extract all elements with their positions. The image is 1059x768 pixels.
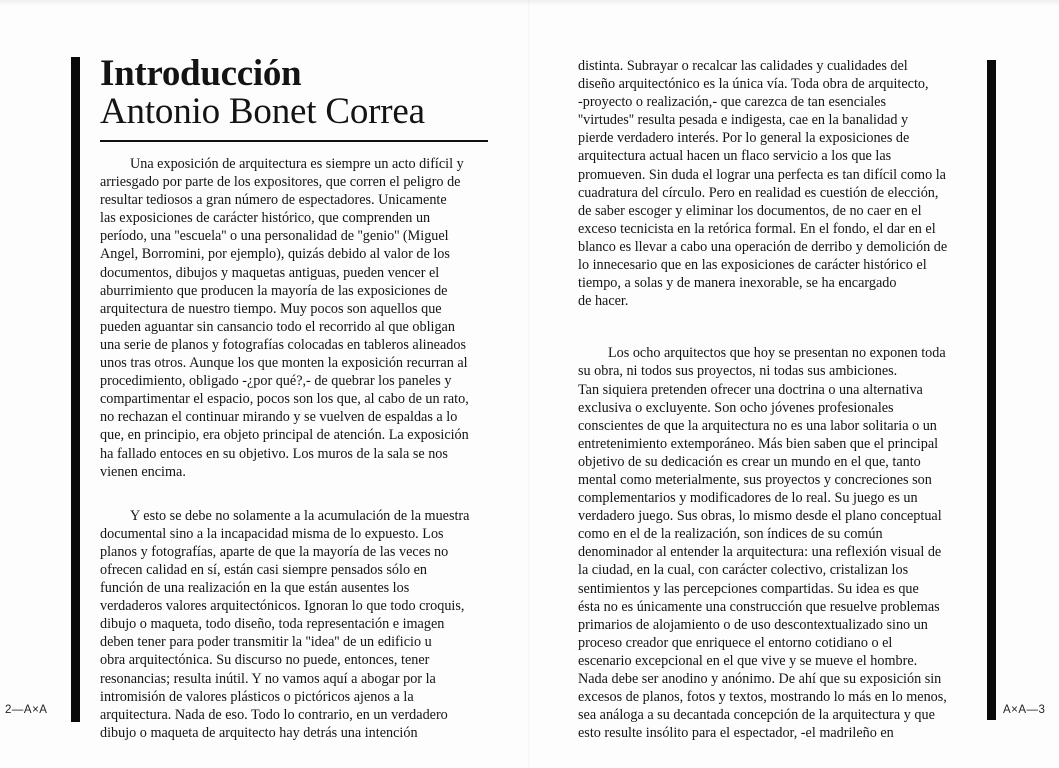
text-line: excesos de planos, fotos y textos, mostrando lo más en lo menos, [578,689,947,706]
text-line: pierde verdadero interés. Por lo general la exposiciones de [578,130,910,147]
text-line: de saber escoger y eliminar los documentos, de no caer en el [578,202,922,219]
text-line: dibujo o maqueta de arquitecto hay detrás una intención [100,724,418,741]
text-line: blanco es llevar a cabo una operación de derribo y demolición de [578,238,948,255]
text-line: obra arquitectónica. Su discurso no puede, entonces, tener [100,652,430,669]
title-block [100,55,490,131]
text-line: entretenimiento extemporáneo. Más bien saben que el principal [578,435,939,452]
text-line: primarios de alojamiento o de uso descontextualizado sino un [578,616,928,633]
text-line: verdadero juego. Sus obras, lo mismo desde el plano conceptual [578,508,942,525]
text-line: aburrimiento que producen la mayoría de las exposiciones de [100,282,448,299]
text-line: pueden aguantar sin cansancio todo el recorrido al que obligan [100,318,455,335]
text-line: arquitectura. Nada de eso. Todo lo contrario, en un verdadero [100,706,448,723]
text-line: lo innecesario que en las exposiciones de carácter histórico el [578,257,927,274]
text-line: esto resulte insólito para el espectador, -el madrileño en [578,725,894,742]
paragraph [578,344,978,742]
text-line: resonancias; resulta inútil. Y no vamos aquí a abogar por la [100,670,436,687]
text-line: sea análoga a su decantada concepción de la arquitectura y que [578,707,935,724]
text-line: sentimientos y las percepciones compartidas. Su idea es que [578,580,919,597]
text-line: arquitectura actual hacen un flaco servicio a los que las [578,148,892,165]
text-line: como en el de la realización, son índices de su común [578,526,883,543]
text-line: Los ocho arquitectos que hoy se presentan no exponen toda [608,345,946,362]
paragraph [100,155,492,481]
text-line: exclusiva o excluyente. Son ocho jóvenes profesionales [578,399,894,416]
text-line: función de una realización en la que están ausentes los [100,580,410,597]
text-line: verdaderos valores arquitectónicos. Ignoran lo que todo croquis, [100,598,465,615]
right-column [578,57,978,742]
text-line: no rechazan el continuar mirando y se vuelven de espaldas a lo [100,409,458,426]
text-line: la ciudad, en la cual, con carácter colectivo, cristalizan los [578,562,909,579]
text-line: Angel, Borromini, por ejemplo), quizás debido al valor de los [100,246,450,263]
text-line: Tan siquiera pretenden ofrecer una doctrina o una alternativa [578,381,923,398]
text-line: dibujo o maqueta, todo diseño, toda representación e imagen [100,616,445,633]
page-number-right: A×A—3 [1003,704,1046,716]
text-line: proceso creador que enriquece el entorno cotidiano o el [578,634,893,651]
text-line: vienen encima. [100,463,186,480]
left-column [100,155,492,742]
text-line: exceso tecnicista en la retórica formal. En el fondo, el dar en el [578,220,936,237]
paragraph [100,507,492,742]
text-line: que, en principio, era objeto principal de atención. La exposición [100,427,469,444]
text-line: resultar tediosos a gran número de espectadores. Unicamente [100,192,447,209]
author-name: Antonio Bonet Correa [100,91,425,132]
text-line: unos tras otros. Aunque los que monten la exposición recurran al [100,355,468,372]
text-line: mental como meterialmente, sus proyectos y concreciones son [578,471,932,488]
paragraph [578,57,978,310]
text-line: arquitectura de nuestro tiempo. Muy pocos son aquellos que [100,300,442,317]
text-line: su obra, ni todos sus proyectos, ni todas sus ambiciones. [578,363,898,380]
text-line: las exposiciones de carácter histórico, que comprenden un [100,210,431,227]
right-margin-bar [987,60,996,720]
text-line: de hacer. [578,293,629,310]
text-line: planos y fotografías, aparte de que la mayoría de las veces no [100,543,449,560]
text-line: diseño arquitectónico es la única vía. Toda obra de arquitecto, [578,76,929,93]
text-line: procedimiento, obligado -¿por qué?,- de quebrar los paneles y [100,373,452,390]
text-line: documental sino a la incapacidad misma de lo expuesto. Los [100,525,444,542]
left-margin-bar [71,57,80,722]
text-line: ofrecen calidad en sí, están casi siempre pensados sólo en [100,561,427,578]
text-line: una serie de planos y fotografías colocadas en tableros alineados [100,336,466,353]
text-line: Nada debe ser anodino y anónimo. De ahí que su exposición sin [578,671,942,687]
text-line: objetivo de su dedicación es crear un mundo en el que, tanto [578,453,921,470]
text-line: arriesgado por parte de los expositores, que corren el peligro de [100,174,461,191]
text-line: promueven. Sin duda el lograr una perfecta es tan difícil como la [578,166,946,183]
text-line: período, una ''escuela'' o una personalidad de ''genio'' (Miguel [100,228,449,245]
text-line: ''virtudes'' resulta pesada e indigesta, cae en la banalidad y [578,112,909,129]
text-line: compartimentar el espacio, pocos son los que, al cabo de un rato, [100,391,469,408]
text-line: Y esto se debe no solamente a la acumulación de la muestra [130,507,470,524]
text-line: documentos, dibujos y maquetas antiguas, pueden vencer el [100,264,440,281]
text-line: ésta no es únicamente una construcción que resuelve problemas [578,598,940,615]
text-line: distinta. Subrayar o recalcar las calidades y cualidades del [578,58,908,74]
text-line: escenario excepcional en el que vive y se mueve el hombre. [578,652,918,669]
text-line: deben tener para poder transmitir la ''idea'' de un edificio u [100,634,432,651]
text-line: tiempo, a solas y de manera inexorable, se ha encargado [578,275,897,292]
page-title: Introducción [100,53,302,94]
text-line: conscientes de que la arquitectura no es una labor solitaria o un [578,417,937,434]
spread-fold [528,0,530,768]
page-number-left: 2—A×A [5,704,48,716]
text-line: ha fallado entoces en su objetivo. Los muros de la sala se nos [100,445,448,462]
text-line: cuadratura del círculo. Pero en realidad es cuestión de elección, [578,184,939,201]
text-line: Una exposición de arquitectura es siempre un acto difícil y [130,156,464,172]
text-line: -proyecto o realización,- que carezca de tan esenciales [578,94,886,111]
title-rule [100,140,488,142]
text-line: intromisión de valores plásticos o pictóricos ajenos a la [100,688,414,705]
text-line: complementarios y modificadores de lo real. Su juego es un [578,490,918,507]
text-line: denominador al entender la arquitectura: una reflexión visual de [578,544,942,561]
